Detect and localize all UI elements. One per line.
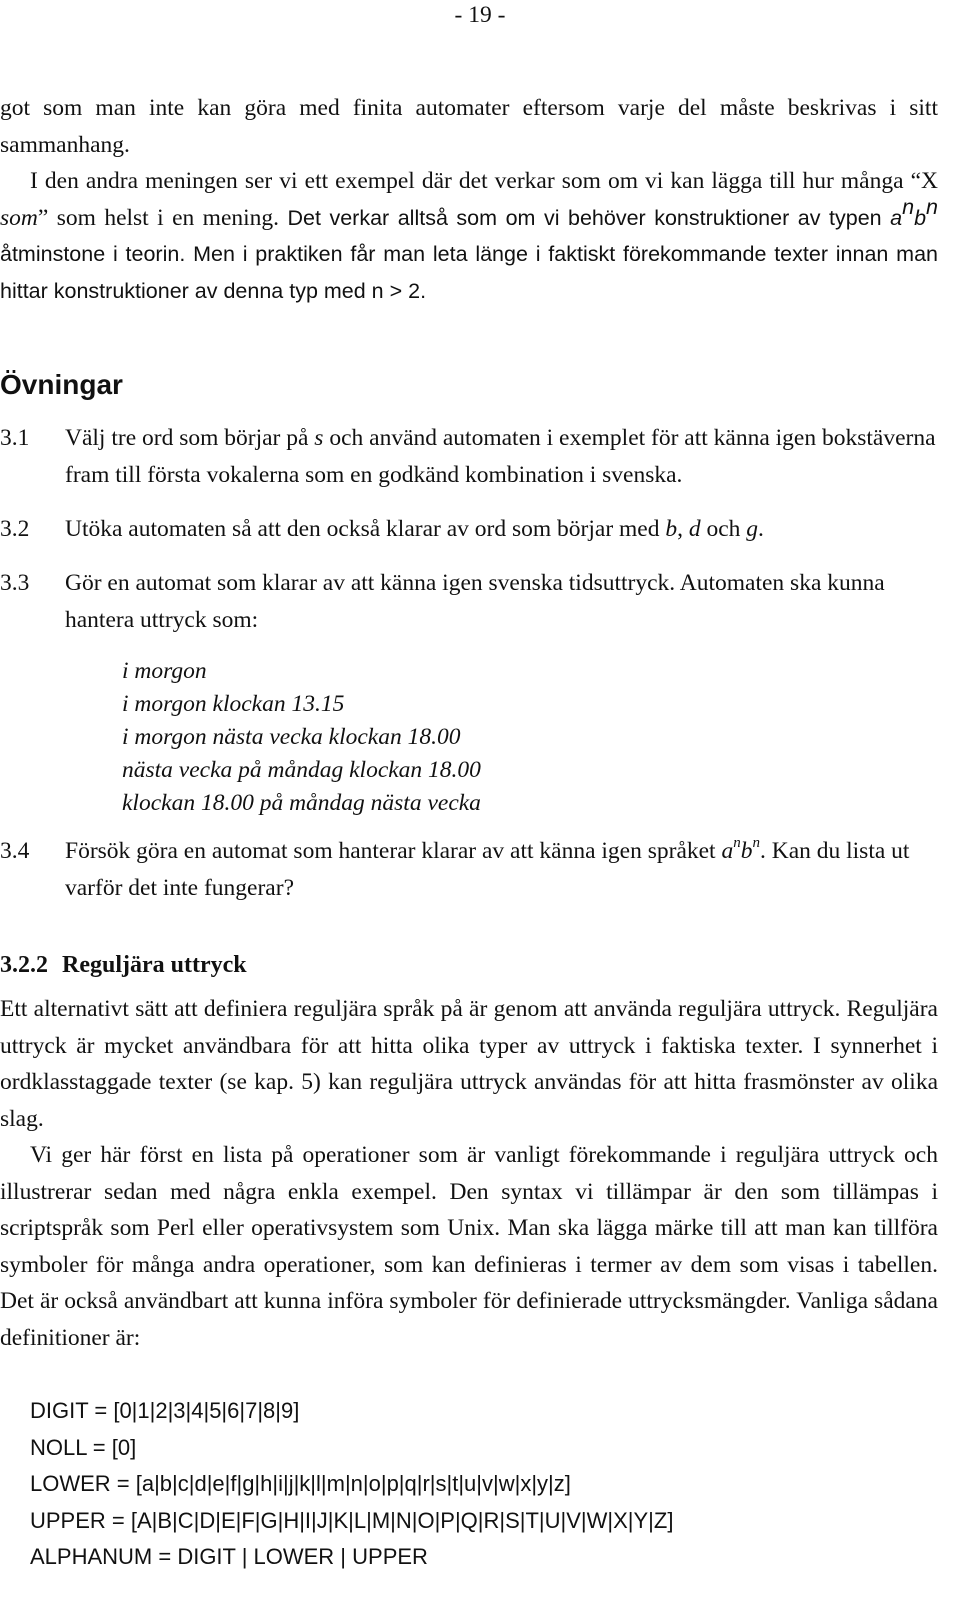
exercise-3-3-text-a: Gör en automat som klarar av att känna igen svenska tidsuttryck.	[65, 570, 676, 596]
intro-paragraph-2	[0, 163, 938, 309]
exercises-heading: Övningar	[0, 369, 123, 400]
definition-line: ALPHANUM = DIGIT | LOWER | UPPER	[30, 1544, 428, 1569]
definition-line: LOWER = [a|b|c|d|e|f|g|h|i|j|k|l|m|n|o|p|q|r|s|t|u|v|w|x|y|z]	[30, 1471, 571, 1496]
example-item: i morgon nästa vecka klockan 18.00	[122, 724, 461, 750]
exercise-3-3-text-b: Automaten ska kunna hantera uttryck som:	[65, 570, 885, 633]
example-item: klockan 18.00 på måndag nästa vecka	[122, 790, 481, 816]
exercise-3-4-n1: n	[733, 835, 741, 852]
exercise-3-1-s: s	[314, 425, 324, 451]
intro-p2-b-letter: b	[914, 205, 927, 230]
exercise-3-1	[0, 420, 938, 493]
exercise-3-4-n2: n	[752, 835, 760, 852]
exercise-3-4-b: b	[740, 838, 753, 864]
intro-paragraph-1	[0, 90, 938, 163]
intro-p1-text: got som man inte kan göra med finita automater eftersom varje del måste beskrivas i sitt sammanhang.	[0, 95, 938, 158]
page-number: - 19 -	[454, 2, 506, 28]
intro-p2-n1: n	[902, 194, 915, 219]
exercise-3-2-text: Utöka automaten så att den också klarar av ord som börjar med	[65, 516, 666, 542]
intro-p2-d: åtminstone i teorin.	[0, 242, 186, 266]
exercise-3-2-sep: ,	[677, 516, 689, 542]
exercise-3-3	[0, 565, 938, 638]
section-paragraph-1	[0, 991, 938, 1137]
time-expression-examples	[122, 655, 481, 820]
exercise-number: 3.1	[0, 425, 30, 451]
definitions-list	[30, 1393, 673, 1576]
section-number: 3.2.2	[0, 952, 48, 978]
intro-p2-b: ” som helst i en mening.	[37, 204, 288, 231]
section-p2-a: Vi ger här först en lista på operationer som är vanligt förekommande i reguljära uttryck och illustrerar sedan med några enkla exempel. Den syntax vi tillämpar är den som tillämpas i scriptspråk som Perl eller operativsystem som Unix.	[0, 1142, 938, 1241]
exercise-number: 3.2	[0, 516, 30, 542]
example-item: i morgon	[122, 658, 207, 684]
exercise-3-2	[0, 511, 938, 548]
exercise-3-4-text-b: . Kan du lista ut varför det inte fungerar?	[65, 838, 910, 901]
section-p1-b: Reguljära uttryck är mycket användbara för att hitta olika typer av uttryck i faktiska texter. I synnerhet i ordklasstaggade texter (se kap. 5) kan reguljära uttryck användas för att hitta frasmönster av olika slag.	[0, 996, 938, 1132]
definition-line: UPPER = [A|B|C|D|E|F|G|H|I|J|K|L|M|N|O|P|Q|R|S|T|U|V|W|X|Y|Z]	[30, 1507, 674, 1533]
section-p1-a: Ett alternativt sätt att definiera reguljära språk på är genom att använda reguljära uttryck.	[0, 996, 841, 1022]
definition-line: DIGIT = [0|1|2|3|4|5|6|7|8|9]	[30, 1398, 300, 1423]
exercise-3-2-d: d	[688, 516, 701, 542]
exercise-number: 3.3	[0, 570, 30, 596]
definition-line: NOLL = [0]	[30, 1434, 137, 1460]
section-paragraph-2	[0, 1137, 938, 1356]
intro-p2-c: Det verkar alltså som om vi behöver konstruktioner av typen	[287, 205, 891, 230]
section-title: Reguljära uttryck	[62, 952, 247, 978]
example-item: nästa vecka på måndag klockan 18.00	[122, 757, 481, 783]
intro-p2-som: som	[0, 204, 38, 231]
section-heading	[0, 945, 247, 985]
exercise-3-1-text-b: och använd automaten i exemplet för att känna igen bokstäverna fram till första vokalerna som en godkänd kombination i svenska.	[65, 425, 936, 488]
exercise-number: 3.4	[0, 838, 30, 864]
exercise-3-2-g: g	[746, 516, 759, 542]
intro-p2-a-letter: a	[890, 205, 903, 230]
intro-p2-e: Men i praktiken får man leta länge i faktiskt förekommande texter innan man hittar konstruktioner av denna typ med n > 2.	[0, 242, 939, 303]
intro-p2-a: I den andra meningen ser vi ett exempel där det verkar som om vi kan lägga till hur många “X	[30, 168, 938, 194]
exercise-3-4	[0, 833, 938, 906]
section-p2-b: Man ska lägga märke till att man kan tillföra symboler för många andra operationer, som kan definieras i termer av dem som visas i tabellen. Det är också användbart att kunna införa symboler för definierade uttrycksmängder. Vanliga sådana definitioner är:	[0, 1215, 938, 1351]
exercise-3-4-text-a: Försök göra en automat som hanterar klarar av att känna igen språket	[65, 838, 722, 864]
exercise-3-2-end: .	[758, 516, 764, 542]
exercise-3-4-a: a	[721, 838, 734, 864]
example-item: i morgon klockan 13.15	[122, 691, 345, 717]
exercise-3-2-b: b	[665, 516, 678, 542]
intro-p2-n2: n	[926, 194, 938, 219]
exercise-3-1-text-a: Välj tre ord som börjar på	[65, 425, 315, 451]
exercise-3-2-och: och	[700, 516, 747, 542]
